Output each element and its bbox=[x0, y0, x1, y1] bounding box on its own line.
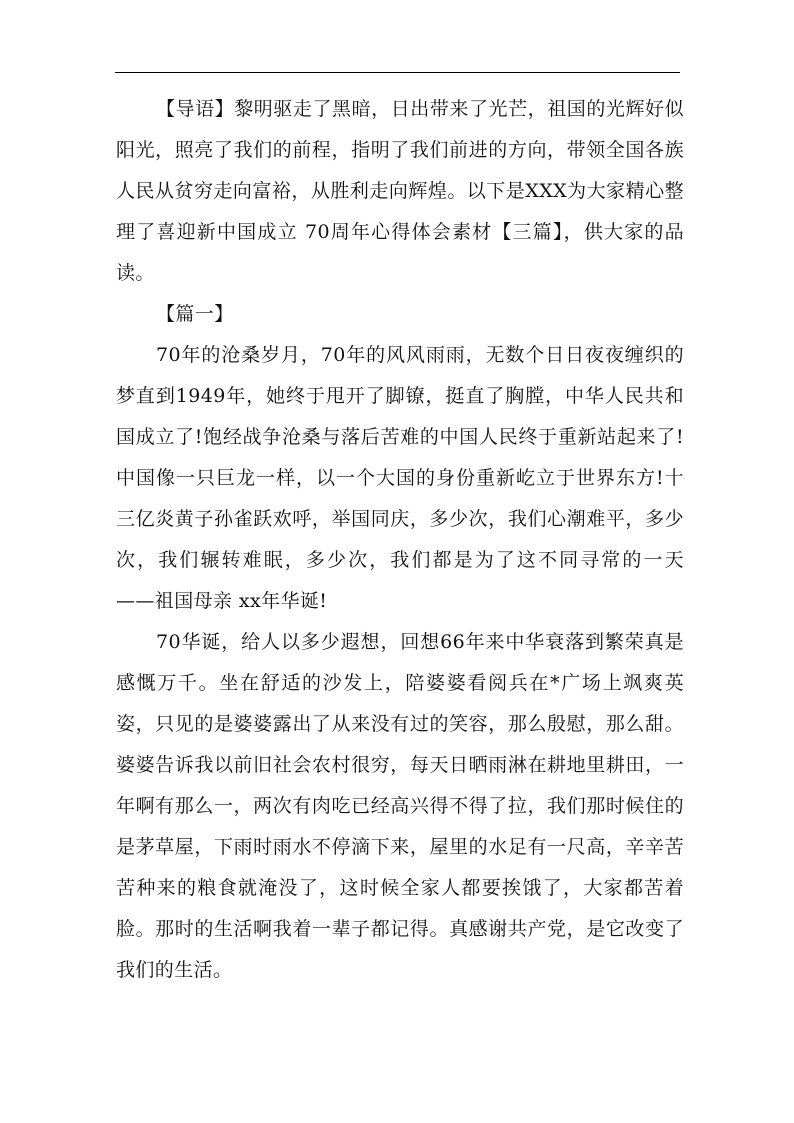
section-heading: 【篇一】 bbox=[156, 303, 234, 325]
header-rule bbox=[115, 72, 680, 73]
document-body bbox=[116, 89, 684, 991]
intro-paragraph: 【导语】黎明驱走了黑暗，日出带来了光芒，祖国的光辉好似阳光，照亮了我们的前程，指明了我们前进的方向，带领全国各族人民从贫穷走向富裕，从胜利走向辉煌。以下是XXX为大家精心整理了喜迎新中国成立 70周年心得体会素材【三篇】，供大家的品读。 bbox=[116, 98, 684, 284]
body-paragraph-1: 70年的沧桑岁月，70年的风风雨雨，无数个日日夜夜缠织的梦直到1949年，她终于甩开了脚镣，挺直了胸膛，中华人民共和国成立了!饱经战争沧桑与落后苦难的中国人民终于重新站起来了!中国像一只巨龙一样，以一个大国的身份重新屹立于世界东方!十三亿炎黄子孙雀跃欢呼，举国同庆，多少次，我们心潮难平，多少次，我们辗转难眠，多少次，我们都是为了这不同寻常的一天 ——祖国母亲 xx年华诞! bbox=[116, 344, 684, 612]
body-paragraph-2: 70华诞，给人以多少遐想，回想66年来中华衰落到繁荣真是感慨万千。坐在舒适的沙发上，陪婆婆看阅兵在*广场上飒爽英姿，只见的是婆婆露出了从来没有过的笑容，那么殷慰，那么甜。婆婆告诉我以前旧社会农村很穷，每天日晒雨淋在耕地里耕田，一年啊有那么一，两次有肉吃已经高兴得不得了拉，我们那时候住的是茅草屋，下雨时雨水不停滴下来，屋里的水足有一尺高，辛辛苦苦种来的粮食就淹没了，这时候全家人都要挨饿了，大家都苦着脸。那时的生活啊我着一辈子都记得。真感谢共产党，是它改变了我们的生活。 bbox=[116, 631, 684, 981]
